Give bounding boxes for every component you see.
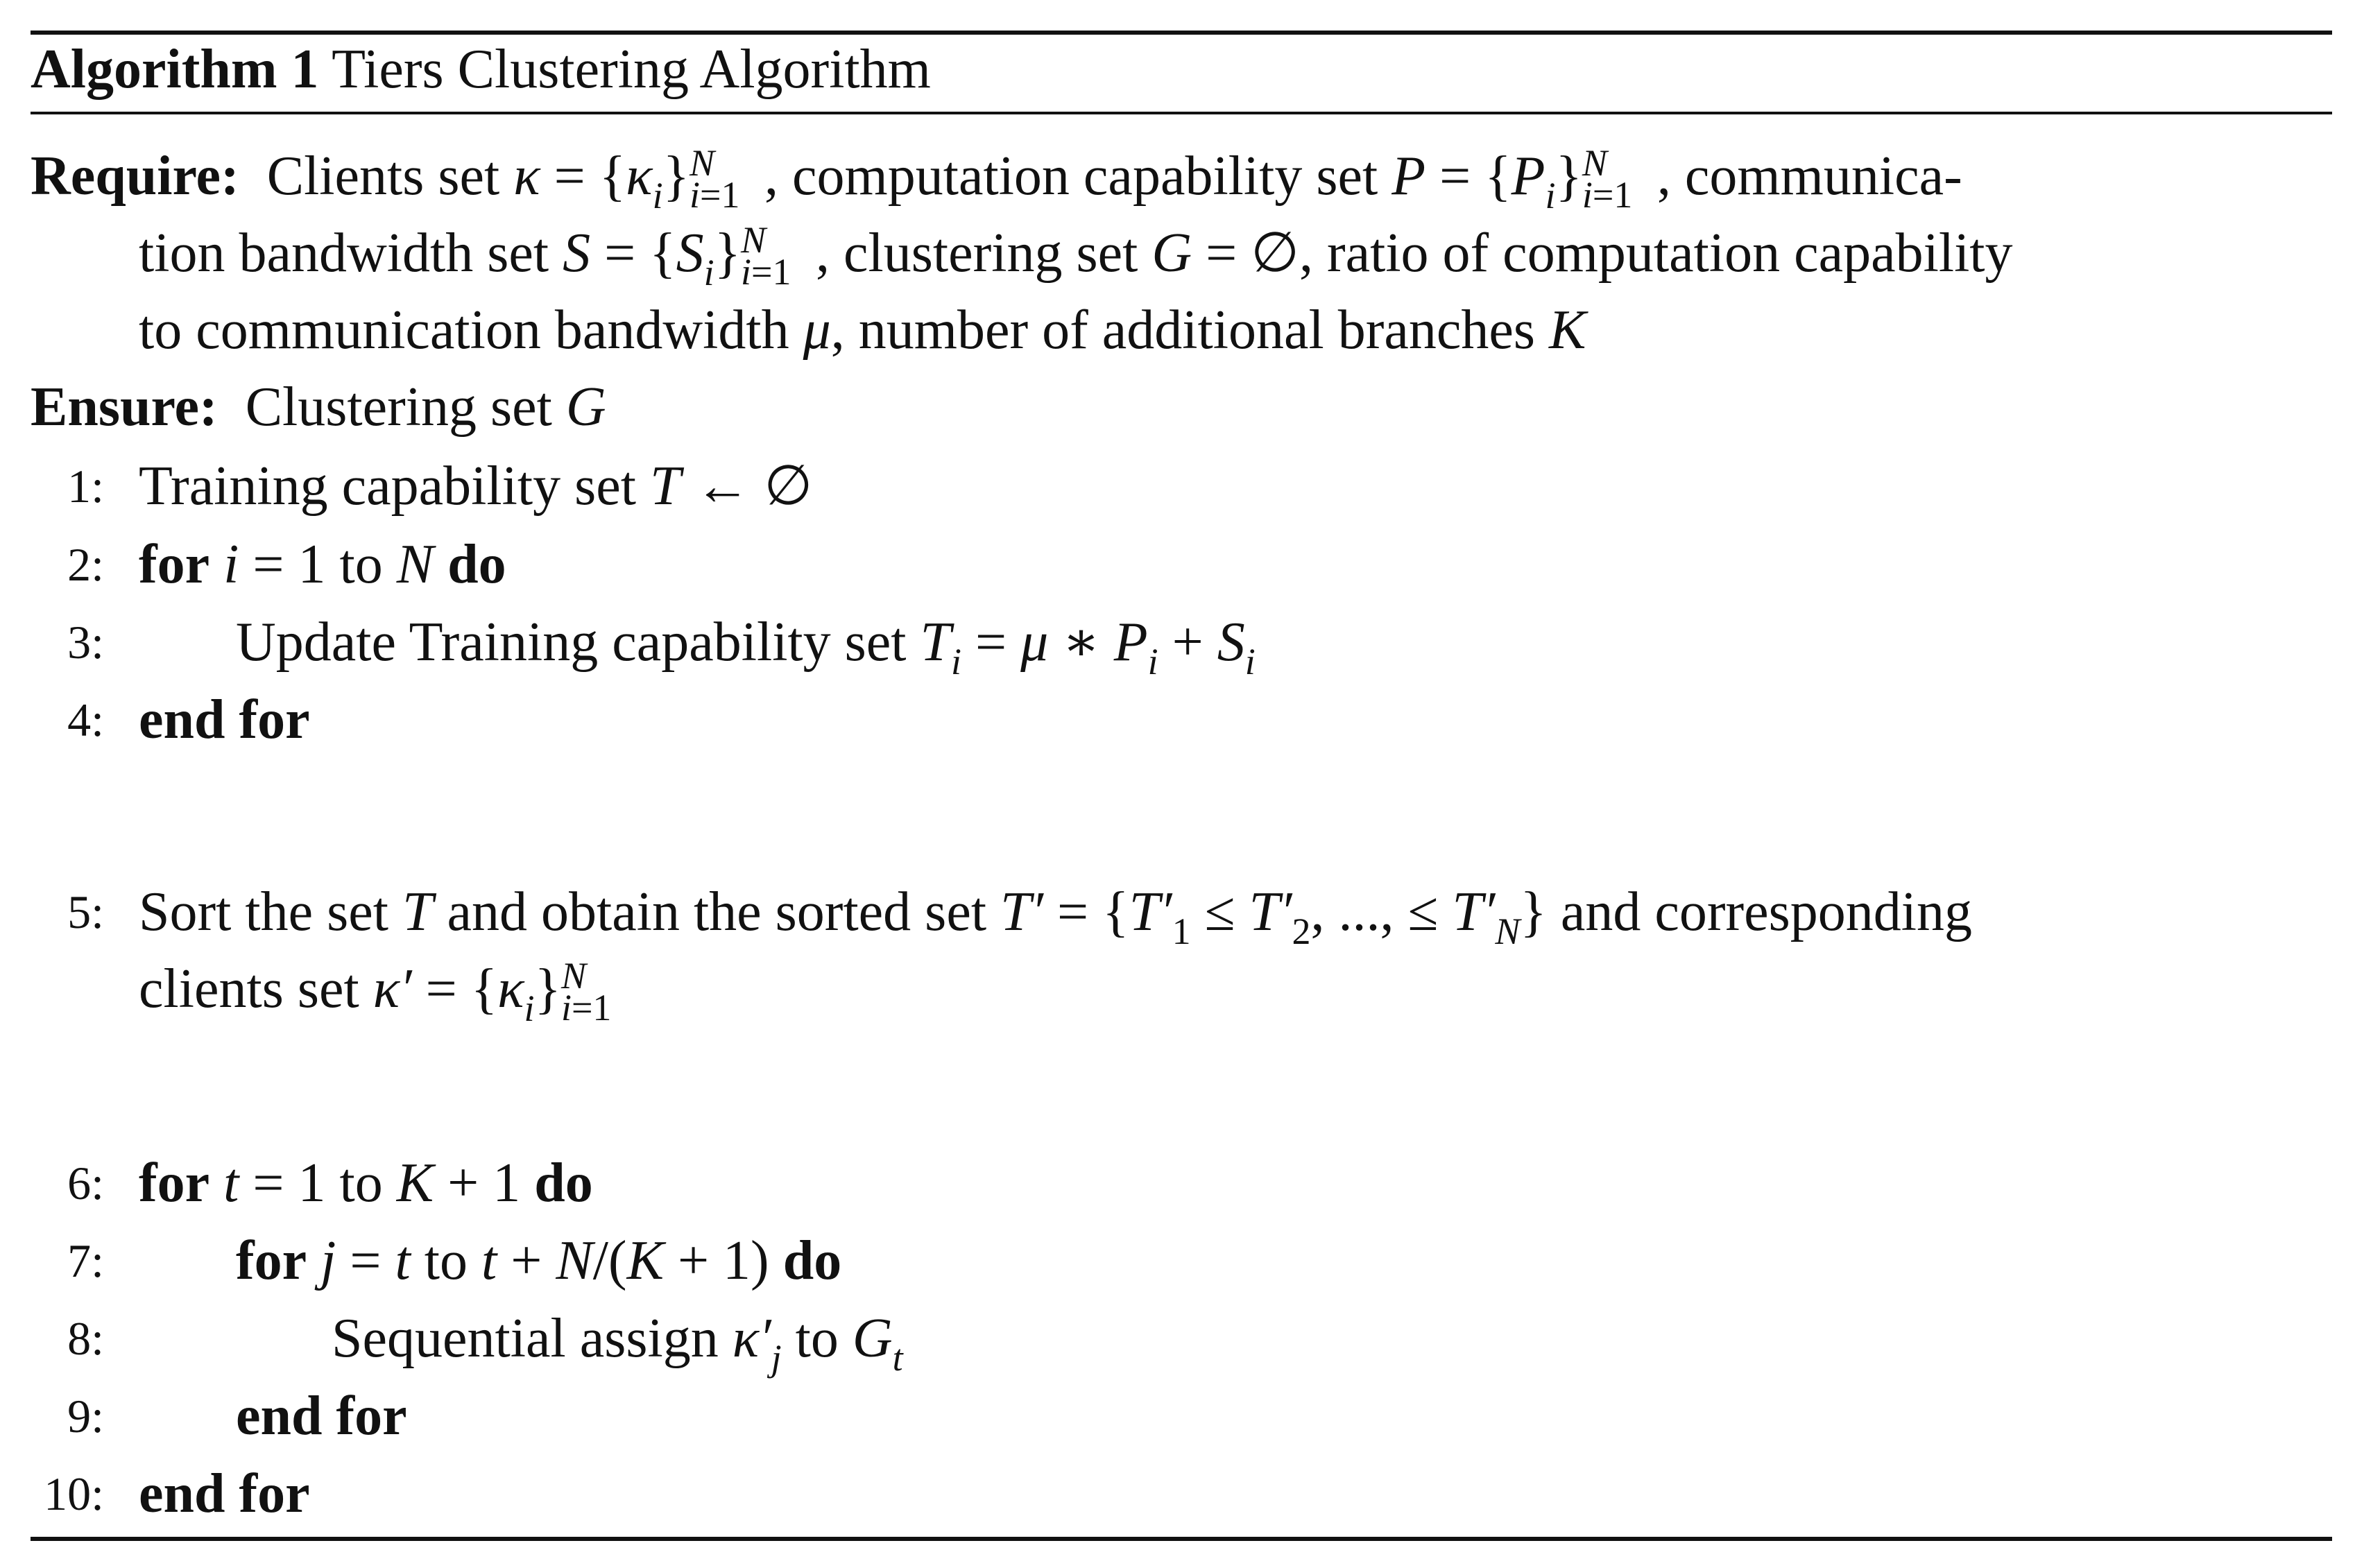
math-kappa-set: κ = {κi} N i=1 [513, 142, 740, 216]
math-g: G [565, 377, 606, 438]
require-text-1c: , communica- [1656, 146, 1962, 207]
step-number: 1: [67, 460, 104, 512]
require-line-3 [139, 297, 1586, 363]
step-1 [139, 453, 812, 519]
math-t-init: T ← ∅ [649, 456, 813, 517]
algorithm-title: Tiers Clustering Algorithm [332, 39, 931, 100]
math-n: N [396, 534, 434, 595]
step-9-end-for: end for [236, 1386, 407, 1447]
step-7 [236, 1227, 841, 1294]
keyword-do: do [782, 1230, 842, 1291]
math-t-update: Ti = μ ∗ Pi + Si [920, 612, 1256, 682]
ensure-text: Clustering set [245, 377, 552, 438]
step-2 [139, 531, 506, 598]
step-number: 4: [67, 693, 104, 746]
math-g-empty: G = ∅ [1151, 223, 1299, 284]
ensure-keyword: Ensure: [31, 377, 218, 438]
math-g-t: Gt [852, 1308, 903, 1379]
step-text: Training capability set [139, 456, 636, 517]
require-line-1 [31, 142, 1962, 216]
step-10-end-for: end for [139, 1463, 310, 1524]
step-text-a: Sort the set [139, 881, 388, 942]
step-number: 7: [67, 1234, 104, 1287]
math-t-sorted: T′ = {T′1 ≤ T′2, ..., ≤ T′N} [1000, 881, 1547, 952]
step-5-line-1 [139, 879, 1972, 952]
math-kappa-sorted: κ′ = {κi} N i=1 [372, 955, 612, 1029]
step-text-b: and obtain the sorted set [447, 881, 987, 942]
step-text-b: to [795, 1308, 839, 1369]
step-number: 5: [67, 886, 104, 938]
require-line-2 [139, 219, 2013, 293]
step-text-d: clients set [139, 958, 359, 1019]
math-loop-j: j = t [320, 1230, 411, 1291]
step-3 [236, 609, 1256, 682]
require-keyword: Require: [31, 146, 239, 207]
step-number: 10: [44, 1467, 104, 1520]
step-5-line-2 [139, 955, 636, 1029]
keyword-for: for [139, 1153, 210, 1214]
keyword-do: do [534, 1153, 593, 1214]
keyword-for: for [139, 534, 210, 595]
keyword-to: to [339, 534, 383, 595]
bottom-rule [31, 1537, 2332, 1541]
keyword-to: to [339, 1153, 383, 1214]
step-text-a: Sequential assign [332, 1308, 719, 1369]
caption-rule [31, 112, 2332, 114]
require-text-2c: , ratio of computation capability [1299, 223, 2013, 284]
math-loop-t: t = 1 [223, 1153, 326, 1214]
require-text-1a: Clients set [266, 146, 500, 207]
math-k-plus-1: K + 1 [396, 1153, 521, 1214]
math-t: T [402, 881, 434, 942]
step-text-c: and corresponding [1560, 881, 1972, 942]
ensure-line [31, 374, 606, 440]
math-loop-i: i = 1 [223, 534, 326, 595]
keyword-for: for [236, 1230, 307, 1291]
algorithm-caption [31, 36, 931, 103]
step-8 [332, 1305, 903, 1379]
keyword-do: do [447, 534, 506, 595]
math-k: K [1549, 300, 1586, 361]
keyword-to: to [424, 1230, 468, 1291]
algorithm-label: Algorithm 1 [31, 39, 319, 100]
step-number: 9: [67, 1390, 104, 1442]
step-text: Update Training capability set [236, 612, 907, 673]
step-number: 2: [67, 538, 104, 591]
math-upper-bound: t + N/(K + 1) [481, 1230, 769, 1291]
require-text-3a: to communication bandwidth [139, 300, 789, 361]
require-text-2a: tion bandwidth set [139, 223, 549, 284]
require-text-3b: , number of additional branches [830, 300, 1536, 361]
require-text-1b: , computation capability set [764, 146, 1378, 207]
step-number: 8: [67, 1312, 104, 1365]
top-rule [31, 31, 2332, 35]
step-number: 3: [67, 616, 104, 669]
require-text-2b: , clustering set [816, 223, 1138, 284]
math-s-set: S = {Si} N i=1 [563, 219, 791, 293]
math-kappa-j: κ′j [732, 1308, 782, 1379]
math-p-set: P = {Pi} N i=1 [1391, 142, 1633, 216]
step-6 [139, 1150, 593, 1216]
step-number: 6: [67, 1157, 104, 1209]
step-4-end-for: end for [139, 689, 310, 750]
math-mu: μ [803, 300, 831, 361]
